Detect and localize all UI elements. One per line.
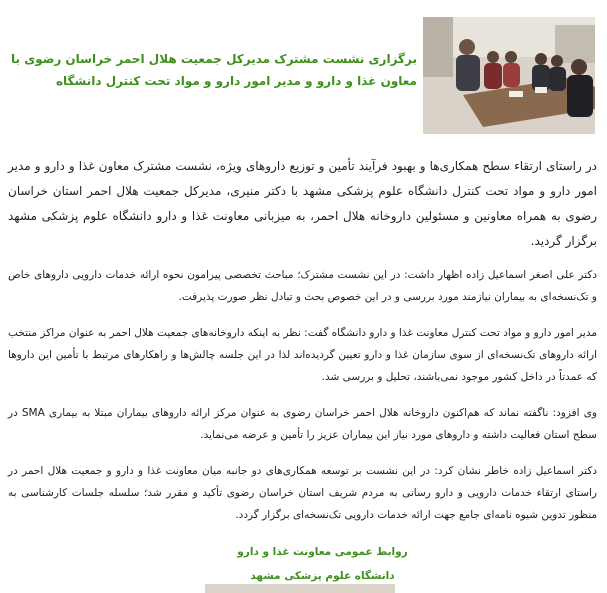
article-paragraph: دکتر علی اصغر اسماعیل زاده اظهار داشت: در این نشست مشترک؛ مباحث تخصصی پیرامون نحوه ارائه خدمات دارویی داروهای خاص و تک‌نسخه‌ای به بیماران نیازمند مورد بررسی و در این خصوص بحث و تبادل نظر صورت پذیرفت.	[8, 269, 597, 303]
article-header	[8, 0, 597, 140]
article-paragraph: مدیر امور دارو و مواد تحت کنترل معاونت غذا و دارو دانشگاه گفت: نظر به اینکه داروخانه‌های جمعیت هلال احمر به عنوان مراکز منتخب ارائه داروهای تک‌نسخه‌ای از سوی سازمان غذا و دارو تعیین گردیده‌اند لذا در این جلسه چالش‌ها و راهکارهای مرتبط با تأمین این داروها که عمدتاً در داخل کشور موجود نمی‌باشند، تحلیل و بررسی شد.	[8, 327, 597, 383]
article-paragraph: وی افزود: ناگفته نماند که هم‌اکنون داروخانه هلال احمر خراسان رضوی به عنوان مرکز ارائه داروهای بیماران مبتلا به بیماری SMA در سطح استان فعالیت داشته و داروهای مورد نیاز این بیماران عزیز را تأمین و عرضه می‌نماید.	[8, 407, 597, 441]
article-headline: برگزاری نشست مشترک مدیرکل جمعیت هلال احمر خراسان رضوی با معاون غذا و دارو و مدیر امور دارو و مواد تحت کنترل دانشگاه	[11, 52, 417, 88]
article-paragraph: دکتر اسماعیل زاده خاطر نشان کرد: در این نشست بر توسعه همکاری‌های دو جانبه میان معاونت غذا و دارو و جمعیت هلال احمر در راستای ارتقاء خدمات دارویی و دارو رسانی به مردم شریف استان خراسان رضوی تأکید و مقرر شد؛ سلسله جلسات کارشناسی به منظور تدوین شیوه نامه‌ای جامع جهت ارائه خدمات دارویی تک‌نسخه‌ای برگزار گردد.	[8, 465, 597, 521]
signature-line-2: دانشگاه علوم پزشکی مشهد	[250, 570, 395, 582]
meeting-photo[interactable]	[423, 17, 595, 134]
meeting-photo-image	[423, 17, 595, 134]
article-signature	[8, 540, 597, 588]
article-lead: در راستای ارتقاء سطح همکاری‌ها و بهبود فرآیند تأمین و توزیع داروهای ویژه، نشست مشترک معاون غذا و دارو و مدیر امور دارو و مواد تحت کنترل دانشگاه علوم پزشکی مشهد با دکتر منیری، مدیرکل جمعیت هلال احمر استان خراسان رضوی به همراه معاونین و مسئولین داروخانه هلال احمر، به میزبانی معاونت غذا و دارو دانشگاه علوم پزشکی مشهد برگزار گردید.	[8, 159, 597, 248]
signature-line-1: روابط عمومی معاونت غذا و دارو	[237, 546, 408, 558]
next-photo-strip	[205, 584, 395, 593]
